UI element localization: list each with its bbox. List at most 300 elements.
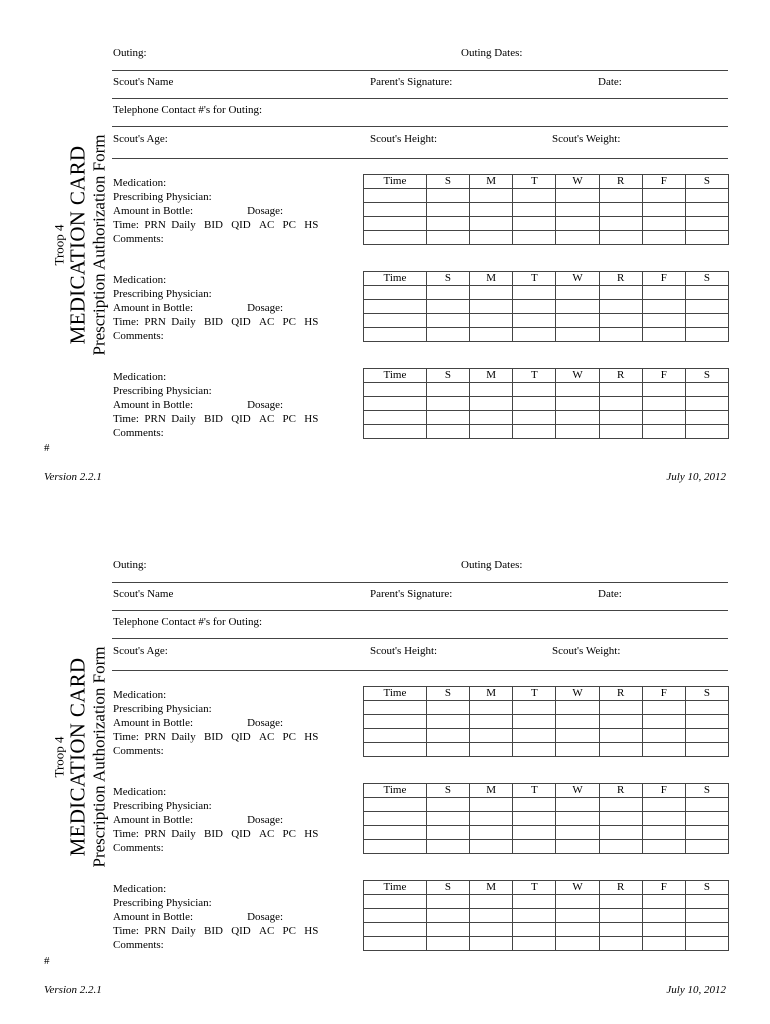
grid-cell[interactable]: [426, 798, 469, 812]
grid-cell[interactable]: [426, 231, 469, 245]
time-option-qid[interactable]: QID: [231, 413, 251, 425]
grid-cell[interactable]: [599, 314, 642, 328]
dosage-label: Dosage:: [247, 399, 284, 411]
grid-cell[interactable]: [364, 328, 427, 342]
grid-row: [364, 383, 729, 397]
grid-cell[interactable]: [642, 826, 685, 840]
grid-cell[interactable]: [599, 743, 642, 757]
grid-header-tue: T: [513, 272, 556, 286]
telephone-line[interactable]: [112, 638, 728, 639]
grid-cell[interactable]: [685, 286, 728, 300]
grid-cell[interactable]: [426, 217, 469, 231]
scout-name-line[interactable]: [112, 610, 728, 611]
grid-row: [364, 300, 729, 314]
grid-cell[interactable]: [685, 812, 728, 826]
grid-cell[interactable]: [364, 923, 427, 937]
grid-cell[interactable]: [599, 217, 642, 231]
grid-cell[interactable]: [599, 203, 642, 217]
grid-cell[interactable]: [469, 743, 512, 757]
grid-cell[interactable]: [469, 826, 512, 840]
dosage-label: Dosage:: [247, 717, 284, 729]
medication-label: Medication:: [113, 883, 167, 895]
time-option-qid[interactable]: QID: [231, 219, 251, 231]
grid-cell[interactable]: [513, 729, 556, 743]
grid-cell[interactable]: [685, 314, 728, 328]
grid-cell[interactable]: [364, 729, 427, 743]
grid-cell[interactable]: [469, 909, 512, 923]
amount-label: Amount in Bottle:: [113, 302, 194, 314]
time-option-ac[interactable]: AC: [259, 316, 275, 328]
grid-cell[interactable]: [642, 729, 685, 743]
grid-cell[interactable]: [469, 895, 512, 909]
grid-cell[interactable]: [556, 383, 599, 397]
grid-cell[interactable]: [364, 383, 427, 397]
scout-age-line[interactable]: [112, 158, 728, 159]
grid-cell[interactable]: [513, 411, 556, 425]
grid-row: [364, 411, 729, 425]
time-label: Time:: [113, 413, 139, 425]
grid-cell[interactable]: [513, 286, 556, 300]
grid-cell[interactable]: [364, 411, 427, 425]
telephone-line[interactable]: [112, 126, 728, 127]
hash-mark: #: [44, 442, 50, 454]
grid-cell[interactable]: [469, 840, 512, 854]
time-option-daily[interactable]: Daily: [171, 925, 196, 937]
grid-cell[interactable]: [599, 328, 642, 342]
grid-cell[interactable]: [685, 411, 728, 425]
grid-cell[interactable]: [642, 798, 685, 812]
troop-label: Troop 4: [51, 224, 67, 266]
time-option-daily[interactable]: Daily: [171, 828, 196, 840]
grid-cell[interactable]: [556, 937, 599, 951]
time-option-daily[interactable]: Daily: [171, 731, 196, 743]
grid-cell[interactable]: [469, 715, 512, 729]
grid-cell[interactable]: [599, 231, 642, 245]
time-option-pc[interactable]: PC: [282, 413, 297, 425]
grid-header-wed: W: [556, 272, 599, 286]
time-option-pc[interactable]: PC: [282, 925, 297, 937]
date-label: Date:: [598, 76, 622, 88]
grid-cell[interactable]: [685, 798, 728, 812]
grid-cell[interactable]: [364, 231, 427, 245]
grid-cell[interactable]: [685, 937, 728, 951]
time-option-bid[interactable]: BID: [204, 413, 223, 425]
grid-cell[interactable]: [599, 397, 642, 411]
time-option-daily[interactable]: Daily: [171, 219, 196, 231]
grid-cell[interactable]: [426, 300, 469, 314]
grid-header-time: Time: [364, 369, 427, 383]
grid-cell[interactable]: [642, 314, 685, 328]
grid-row: [364, 895, 729, 909]
grid-row: [364, 923, 729, 937]
medication-label: Medication:: [113, 786, 167, 798]
grid-cell[interactable]: [642, 923, 685, 937]
grid-cell[interactable]: [364, 300, 427, 314]
grid-cell[interactable]: [599, 798, 642, 812]
grid-cell[interactable]: [642, 203, 685, 217]
time-option-pc[interactable]: PC: [282, 316, 297, 328]
grid-cell[interactable]: [513, 923, 556, 937]
grid-cell[interactable]: [556, 314, 599, 328]
grid-cell[interactable]: [599, 937, 642, 951]
grid-header-wed: W: [556, 881, 599, 895]
grid-cell[interactable]: [426, 383, 469, 397]
grid-cell[interactable]: [642, 189, 685, 203]
sidebar-rotated-title: [52, 135, 109, 356]
grid-cell[interactable]: [685, 895, 728, 909]
card-subtitle: Prescription Authorization Form: [89, 646, 109, 868]
grid-cell[interactable]: [513, 300, 556, 314]
grid-cell[interactable]: [685, 425, 728, 439]
grid-cell[interactable]: [685, 701, 728, 715]
grid-cell[interactable]: [513, 895, 556, 909]
time-option-pc[interactable]: PC: [282, 828, 297, 840]
grid-cell[interactable]: [426, 812, 469, 826]
grid-cell[interactable]: [513, 909, 556, 923]
version-date: July 10, 2012: [666, 984, 726, 996]
time-option-prn[interactable]: PRN: [144, 925, 166, 937]
time-option-daily[interactable]: Daily: [171, 316, 196, 328]
scout-weight-label: Scout's Weight:: [552, 133, 621, 145]
grid-header-row: [364, 175, 729, 189]
grid-cell[interactable]: [426, 701, 469, 715]
grid-cell[interactable]: [556, 743, 599, 757]
grid-cell[interactable]: [426, 840, 469, 854]
grid-cell[interactable]: [685, 729, 728, 743]
grid-cell[interactable]: [556, 286, 599, 300]
time-option-prn[interactable]: PRN: [144, 413, 166, 425]
grid-cell[interactable]: [556, 231, 599, 245]
grid-cell[interactable]: [426, 909, 469, 923]
grid-cell[interactable]: [556, 923, 599, 937]
grid-cell[interactable]: [364, 895, 427, 909]
grid-cell[interactable]: [469, 397, 512, 411]
grid-cell[interactable]: [469, 937, 512, 951]
grid-cell[interactable]: [642, 937, 685, 951]
grid-cell[interactable]: [469, 411, 512, 425]
grid-cell[interactable]: [685, 231, 728, 245]
time-option-hs[interactable]: HS: [304, 828, 319, 840]
grid-cell[interactable]: [599, 701, 642, 715]
grid-row: [364, 743, 729, 757]
grid-cell[interactable]: [685, 840, 728, 854]
time-label: Time:: [113, 219, 139, 231]
grid-cell[interactable]: [599, 425, 642, 439]
grid-cell[interactable]: [599, 923, 642, 937]
grid-cell[interactable]: [513, 314, 556, 328]
grid-cell[interactable]: [426, 715, 469, 729]
grid-cell[interactable]: [364, 701, 427, 715]
grid-cell[interactable]: [685, 189, 728, 203]
grid-cell[interactable]: [513, 231, 556, 245]
comments-label: Comments:: [113, 330, 164, 342]
grid-cell[interactable]: [364, 314, 427, 328]
grid-cell[interactable]: [364, 217, 427, 231]
time-option-bid[interactable]: BID: [204, 316, 223, 328]
grid-cell[interactable]: [599, 826, 642, 840]
grid-cell[interactable]: [426, 189, 469, 203]
grid-cell[interactable]: [685, 715, 728, 729]
grid-cell[interactable]: [469, 286, 512, 300]
grid-cell[interactable]: [426, 397, 469, 411]
grid-header-thu: R: [599, 272, 642, 286]
grid-cell[interactable]: [599, 189, 642, 203]
grid-cell[interactable]: [685, 923, 728, 937]
grid-cell[interactable]: [642, 286, 685, 300]
grid-cell[interactable]: [599, 300, 642, 314]
grid-cell[interactable]: [469, 217, 512, 231]
grid-cell[interactable]: [426, 895, 469, 909]
time-option-pc[interactable]: PC: [282, 731, 297, 743]
grid-header-row: [364, 272, 729, 286]
scout-age-line[interactable]: [112, 670, 728, 671]
grid-cell[interactable]: [426, 411, 469, 425]
grid-header-row: [364, 784, 729, 798]
grid-cell[interactable]: [685, 397, 728, 411]
grid-header-tue: T: [513, 881, 556, 895]
grid-cell[interactable]: [599, 286, 642, 300]
grid-row: [364, 231, 729, 245]
time-option-pc[interactable]: PC: [282, 219, 297, 231]
grid-cell[interactable]: [513, 812, 556, 826]
grid-cell[interactable]: [642, 397, 685, 411]
grid-cell[interactable]: [642, 328, 685, 342]
grid-header-tue: T: [513, 175, 556, 189]
medication-block-1: [113, 688, 729, 758]
grid-cell[interactable]: [685, 203, 728, 217]
grid-cell[interactable]: [469, 812, 512, 826]
time-option-bid[interactable]: BID: [204, 925, 223, 937]
grid-header-sat: S: [685, 272, 728, 286]
grid-cell[interactable]: [599, 715, 642, 729]
physician-label: Prescribing Physician:: [113, 288, 212, 300]
grid-cell[interactable]: [364, 826, 427, 840]
grid-cell[interactable]: [469, 189, 512, 203]
schedule-grid: [363, 174, 729, 245]
grid-cell[interactable]: [556, 411, 599, 425]
grid-cell[interactable]: [599, 840, 642, 854]
grid-row: [364, 217, 729, 231]
grid-cell[interactable]: [364, 715, 427, 729]
grid-cell[interactable]: [513, 328, 556, 342]
grid-header-thu: R: [599, 881, 642, 895]
grid-cell[interactable]: [556, 328, 599, 342]
time-option-hs[interactable]: HS: [304, 316, 319, 328]
grid-cell[interactable]: [513, 217, 556, 231]
grid-cell[interactable]: [513, 397, 556, 411]
time-option-qid[interactable]: QID: [231, 731, 251, 743]
grid-cell[interactable]: [426, 203, 469, 217]
grid-cell[interactable]: [642, 812, 685, 826]
grid-cell[interactable]: [469, 231, 512, 245]
scout-name-line[interactable]: [112, 98, 728, 99]
grid-cell[interactable]: [426, 286, 469, 300]
time-option-hs[interactable]: HS: [304, 731, 319, 743]
grid-cell[interactable]: [556, 715, 599, 729]
grid-cell[interactable]: [426, 425, 469, 439]
grid-cell[interactable]: [426, 923, 469, 937]
grid-cell[interactable]: [685, 328, 728, 342]
grid-cell[interactable]: [426, 328, 469, 342]
grid-cell[interactable]: [642, 701, 685, 715]
grid-cell[interactable]: [556, 812, 599, 826]
grid-cell[interactable]: [685, 909, 728, 923]
grid-cell[interactable]: [513, 189, 556, 203]
grid-cell[interactable]: [556, 217, 599, 231]
grid-cell[interactable]: [513, 840, 556, 854]
grid-cell[interactable]: [364, 812, 427, 826]
grid-cell[interactable]: [513, 798, 556, 812]
grid-cell[interactable]: [469, 701, 512, 715]
grid-cell[interactable]: [469, 314, 512, 328]
grid-cell[interactable]: [556, 895, 599, 909]
grid-cell[interactable]: [685, 217, 728, 231]
time-option-qid[interactable]: QID: [231, 316, 251, 328]
grid-cell[interactable]: [642, 411, 685, 425]
time-option-ac[interactable]: AC: [259, 828, 275, 840]
grid-cell[interactable]: [513, 743, 556, 757]
grid-cell[interactable]: [556, 701, 599, 715]
grid-cell[interactable]: [364, 798, 427, 812]
grid-cell[interactable]: [364, 397, 427, 411]
grid-cell[interactable]: [556, 798, 599, 812]
grid-cell[interactable]: [599, 383, 642, 397]
grid-cell[interactable]: [556, 840, 599, 854]
grid-cell[interactable]: [642, 909, 685, 923]
grid-cell[interactable]: [364, 203, 427, 217]
time-option-qid[interactable]: QID: [231, 828, 251, 840]
grid-header-tue: T: [513, 369, 556, 383]
medication-block-2: [113, 785, 729, 855]
grid-cell[interactable]: [642, 300, 685, 314]
grid-cell[interactable]: [469, 798, 512, 812]
time-option-ac[interactable]: AC: [259, 731, 275, 743]
grid-cell[interactable]: [556, 729, 599, 743]
grid-cell[interactable]: [685, 383, 728, 397]
grid-cell[interactable]: [364, 189, 427, 203]
time-option-prn[interactable]: PRN: [144, 316, 166, 328]
grid-cell[interactable]: [642, 715, 685, 729]
time-option-bid[interactable]: BID: [204, 731, 223, 743]
time-option-qid[interactable]: QID: [231, 925, 251, 937]
grid-cell[interactable]: [599, 895, 642, 909]
grid-cell[interactable]: [469, 729, 512, 743]
grid-header-time: Time: [364, 784, 427, 798]
grid-cell[interactable]: [642, 217, 685, 231]
time-option-hs[interactable]: HS: [304, 219, 319, 231]
grid-cell[interactable]: [599, 812, 642, 826]
grid-cell[interactable]: [513, 701, 556, 715]
grid-cell[interactable]: [364, 743, 427, 757]
grid-header-time: Time: [364, 881, 427, 895]
grid-cell[interactable]: [426, 937, 469, 951]
dosage-label: Dosage:: [247, 814, 284, 826]
grid-cell[interactable]: [685, 743, 728, 757]
grid-cell[interactable]: [513, 203, 556, 217]
grid-cell[interactable]: [513, 425, 556, 439]
grid-header-fri: F: [642, 687, 685, 701]
grid-cell[interactable]: [469, 328, 512, 342]
schedule-grid: [363, 368, 729, 439]
physician-label: Prescribing Physician:: [113, 385, 212, 397]
grid-cell[interactable]: [469, 203, 512, 217]
sidebar-rotated-title: [52, 647, 109, 868]
grid-header-time: Time: [364, 175, 427, 189]
scout-age-label: Scout's Age:: [113, 645, 168, 657]
grid-cell[interactable]: [642, 231, 685, 245]
time-option-ac[interactable]: AC: [259, 413, 275, 425]
grid-cell[interactable]: [364, 909, 427, 923]
grid-cell[interactable]: [685, 300, 728, 314]
grid-cell[interactable]: [642, 383, 685, 397]
scout-height-label: Scout's Height:: [370, 133, 438, 145]
time-option-prn[interactable]: PRN: [144, 219, 166, 231]
grid-cell[interactable]: [556, 203, 599, 217]
time-option-daily[interactable]: Daily: [171, 413, 196, 425]
grid-cell[interactable]: [556, 425, 599, 439]
grid-cell[interactable]: [426, 826, 469, 840]
grid-cell[interactable]: [599, 729, 642, 743]
time-option-hs[interactable]: HS: [304, 925, 319, 937]
grid-cell[interactable]: [642, 743, 685, 757]
time-option-bid[interactable]: BID: [204, 219, 223, 231]
scout-age-label: Scout's Age:: [113, 133, 168, 145]
grid-cell[interactable]: [364, 840, 427, 854]
grid-cell[interactable]: [426, 314, 469, 328]
grid-cell[interactable]: [513, 826, 556, 840]
grid-cell[interactable]: [469, 923, 512, 937]
grid-cell[interactable]: [642, 840, 685, 854]
time-label: Time:: [113, 316, 139, 328]
grid-row: [364, 840, 729, 854]
parent-signature-label: Parent's Signature:: [370, 588, 453, 600]
outing-line[interactable]: [112, 582, 728, 583]
card-subtitle: Prescription Authorization Form: [89, 134, 109, 356]
grid-cell[interactable]: [364, 425, 427, 439]
comments-label: Comments:: [113, 939, 164, 951]
grid-cell[interactable]: [556, 300, 599, 314]
grid-cell[interactable]: [642, 895, 685, 909]
grid-cell[interactable]: [556, 397, 599, 411]
grid-cell[interactable]: [513, 383, 556, 397]
grid-cell[interactable]: [599, 909, 642, 923]
time-option-hs[interactable]: HS: [304, 413, 319, 425]
grid-cell[interactable]: [556, 826, 599, 840]
grid-cell[interactable]: [556, 189, 599, 203]
grid-cell[interactable]: [469, 300, 512, 314]
grid-cell[interactable]: [513, 715, 556, 729]
grid-cell[interactable]: [426, 743, 469, 757]
grid-header-mon: M: [469, 881, 512, 895]
grid-cell[interactable]: [685, 826, 728, 840]
grid-cell[interactable]: [364, 286, 427, 300]
outing-line[interactable]: [112, 70, 728, 71]
time-option-prn[interactable]: PRN: [144, 731, 166, 743]
grid-cell[interactable]: [469, 425, 512, 439]
time-option-prn[interactable]: PRN: [144, 828, 166, 840]
grid-cell[interactable]: [469, 383, 512, 397]
grid-cell[interactable]: [513, 937, 556, 951]
grid-cell[interactable]: [364, 937, 427, 951]
grid-cell[interactable]: [642, 425, 685, 439]
grid-cell[interactable]: [599, 411, 642, 425]
time-option-ac[interactable]: AC: [259, 219, 275, 231]
time-label: Time:: [113, 828, 139, 840]
time-option-ac[interactable]: AC: [259, 925, 275, 937]
grid-cell[interactable]: [426, 729, 469, 743]
grid-cell[interactable]: [556, 909, 599, 923]
time-option-bid[interactable]: BID: [204, 828, 223, 840]
